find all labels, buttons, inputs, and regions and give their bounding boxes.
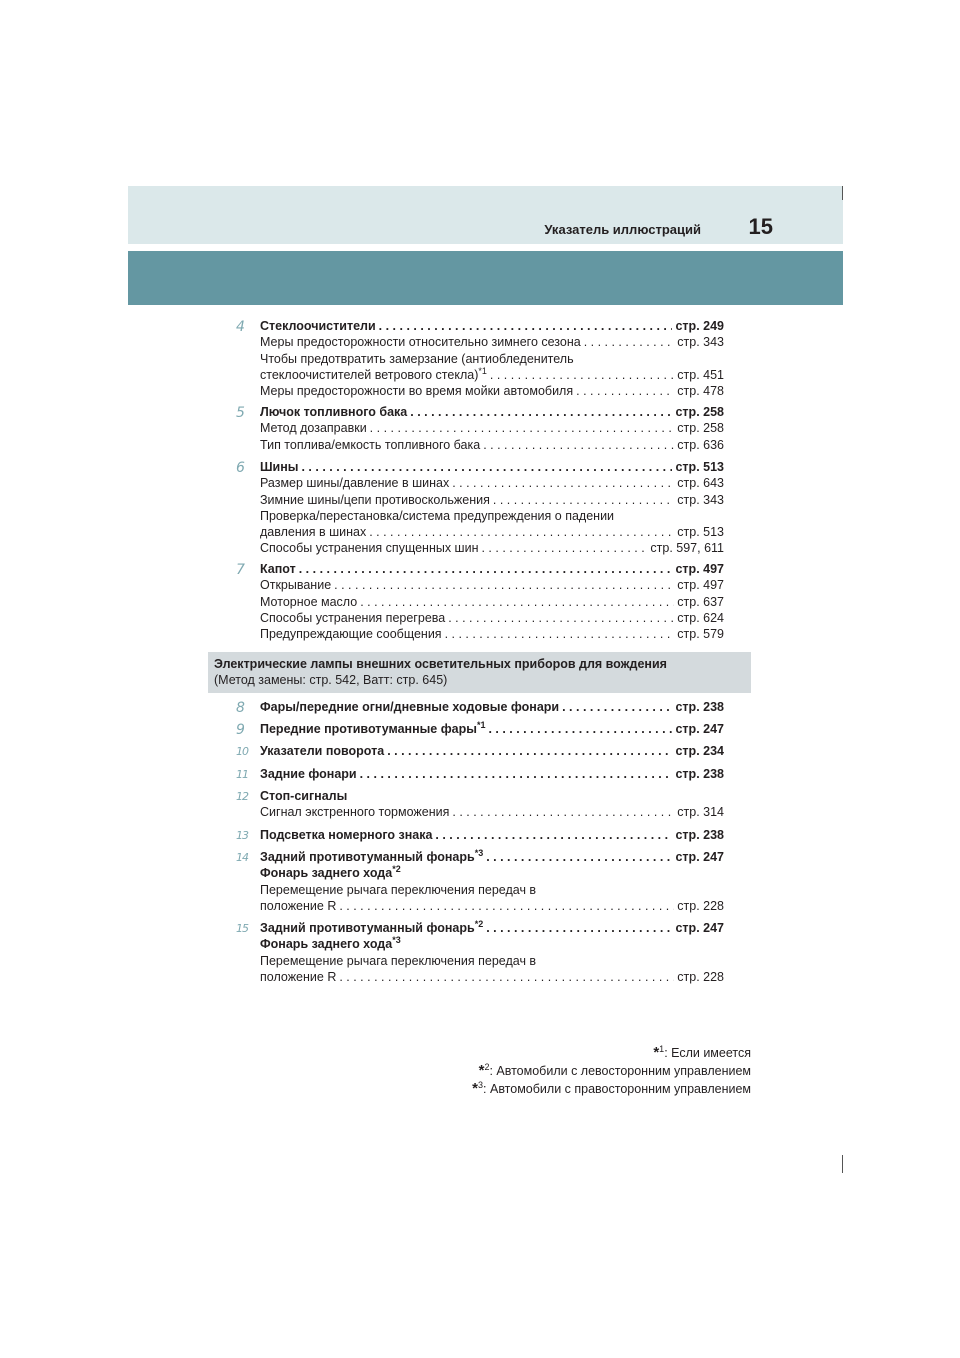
index-line-text xyxy=(260,365,487,382)
callout-number-badge: 12 xyxy=(236,790,248,803)
leader-dots xyxy=(445,627,675,641)
footnote-star: * xyxy=(472,1080,479,1097)
entry-lines xyxy=(260,719,724,738)
entry-lines xyxy=(260,789,724,822)
leader-dots xyxy=(370,421,675,435)
index-line-text xyxy=(260,847,484,864)
index-line-text xyxy=(260,899,336,913)
index-line-label: Предупреждающие сообщения xyxy=(260,627,442,642)
footnote-ref: *3 xyxy=(392,935,401,946)
leader-dots xyxy=(452,805,674,819)
index-line[interactable] xyxy=(260,866,724,882)
page-number: 15 xyxy=(748,214,773,239)
index-line-label: Способы устранения перегрева xyxy=(260,610,446,625)
entry-lines xyxy=(260,405,724,454)
index-line-text xyxy=(260,918,484,935)
leader-dots xyxy=(435,828,672,842)
index-line[interactable] xyxy=(260,365,724,384)
leader-dots xyxy=(481,541,647,555)
index-line-label: Тип топлива/емкость топливного бака xyxy=(260,437,481,452)
index-line-label: Моторное масло xyxy=(260,594,358,609)
entry-lines xyxy=(260,319,724,400)
index-line-text xyxy=(260,789,347,803)
page-reference[interactable]: стр. 234 xyxy=(675,744,724,758)
index-line[interactable] xyxy=(260,719,724,738)
index-line-label: Открывание xyxy=(260,578,332,593)
index-line-text xyxy=(260,319,376,333)
index-line[interactable] xyxy=(260,595,724,611)
page-reference[interactable]: стр. 247 xyxy=(675,921,724,935)
entry-lines xyxy=(260,918,724,986)
index-line[interactable] xyxy=(260,883,724,899)
index-line[interactable] xyxy=(260,767,724,783)
footnote-ref: *1 xyxy=(476,719,486,730)
page-reference[interactable]: стр. 343 xyxy=(677,335,724,350)
index-line-label: Размер шины/давление в шинах xyxy=(260,476,450,491)
page-reference[interactable]: стр. 247 xyxy=(675,722,724,736)
leader-dots xyxy=(493,493,674,507)
index-line-text xyxy=(260,954,536,968)
leader-dots xyxy=(490,368,674,382)
leader-dots xyxy=(486,921,672,935)
footnote-text: : Автомобили с правосторонним управлением xyxy=(483,1082,751,1096)
index-line-label: Капот xyxy=(260,562,296,576)
index-line[interactable] xyxy=(260,493,724,509)
leader-dots xyxy=(369,525,674,539)
index-line-label: Чтобы предотвратить замерзание (антиобледенитель xyxy=(260,351,574,366)
leader-dots xyxy=(339,970,674,984)
footnote-ref: *2 xyxy=(474,918,484,929)
leader-dots xyxy=(576,384,674,398)
index-line-label: Сигнал экстренного торможения xyxy=(260,805,450,820)
index-line-text xyxy=(260,595,357,609)
index-line[interactable] xyxy=(260,918,724,937)
index-line-text xyxy=(260,438,480,452)
index-line[interactable] xyxy=(260,700,724,716)
callout-number-badge: 14 xyxy=(236,851,248,864)
leader-dots xyxy=(452,476,674,490)
index-line[interactable] xyxy=(260,970,724,986)
index-line-text xyxy=(260,805,449,819)
index-line-text xyxy=(260,460,298,474)
index-line-label: стеклоочистителей ветрового стекла) xyxy=(260,367,479,382)
page-reference[interactable]: стр. 624 xyxy=(677,610,724,625)
footnote-text: : Если имеется xyxy=(664,1046,751,1060)
index-line-label: Фонарь заднего хода xyxy=(260,866,393,881)
index-line-text xyxy=(260,493,490,507)
callout-number-badge: 11 xyxy=(236,768,248,781)
index-line[interactable] xyxy=(260,335,724,351)
callout-number-badge: 15 xyxy=(236,922,248,935)
index-line-label: Меры предосторожности относительно зимнего сезона xyxy=(260,335,581,350)
index-line-text xyxy=(260,421,367,435)
index-line[interactable] xyxy=(260,509,724,525)
leader-dots xyxy=(486,850,672,864)
entry-lines xyxy=(260,700,724,716)
callout-number-badge: 9 xyxy=(236,722,245,738)
page-reference[interactable]: стр. 451 xyxy=(677,367,724,382)
page-reference[interactable]: стр. 258 xyxy=(675,405,724,419)
index-line-text xyxy=(260,767,357,781)
index-line-label: Перемещение рычага переключения передач в xyxy=(260,882,537,897)
index-line-text xyxy=(260,611,445,625)
index-line-text xyxy=(260,578,331,592)
index-line-label: давления в шинах xyxy=(260,525,367,540)
index-line-text xyxy=(260,352,574,366)
index-line-label: Стеклоочистители xyxy=(260,319,376,333)
callout-number-badge: 8 xyxy=(236,700,245,716)
callout-number-badge: 4 xyxy=(236,319,245,335)
entry-lines xyxy=(260,744,724,760)
footnote xyxy=(472,1080,751,1097)
index-line-text xyxy=(260,719,486,736)
index-line-text xyxy=(260,509,614,523)
index-line-text xyxy=(260,476,449,490)
footnote-number: 2 xyxy=(484,1061,490,1072)
index-line-text xyxy=(260,384,573,398)
leader-dots xyxy=(334,578,674,592)
leader-dots xyxy=(339,899,674,913)
index-line[interactable] xyxy=(260,476,724,492)
index-line[interactable] xyxy=(260,525,724,541)
lamps-section-header xyxy=(208,652,751,693)
page-reference[interactable]: стр. 478 xyxy=(677,384,724,399)
callout-number-badge: 5 xyxy=(236,405,245,421)
page-reference[interactable]: стр. 258 xyxy=(677,421,724,436)
header-band xyxy=(128,251,843,305)
page-reference[interactable]: стр. 637 xyxy=(677,594,724,609)
index-line[interactable] xyxy=(260,384,724,400)
footnote-number: 1 xyxy=(659,1043,665,1054)
page-reference[interactable]: стр. 636 xyxy=(677,437,724,452)
index-line-label: положение R xyxy=(260,969,337,984)
footnote-ref: *1 xyxy=(478,365,487,376)
leader-dots xyxy=(299,562,673,576)
callout-number-badge: 13 xyxy=(236,829,248,842)
index-line-label: положение R xyxy=(260,898,337,913)
index-line[interactable] xyxy=(260,899,724,915)
index-line-label: Проверка/перестановка/система предупреждения о падении xyxy=(260,508,615,523)
index-line-label: Способы устранения спущенных шин xyxy=(260,541,479,556)
leader-dots xyxy=(360,767,673,781)
index-line[interactable] xyxy=(260,789,724,805)
page-reference[interactable]: стр. 238 xyxy=(675,700,724,714)
leader-dots xyxy=(379,319,673,333)
leader-dots xyxy=(584,335,675,349)
footnote-star: * xyxy=(653,1044,660,1061)
index-line-text xyxy=(260,335,581,349)
page-reference[interactable]: стр. 228 xyxy=(677,898,724,913)
page-reference[interactable]: стр. 249 xyxy=(675,319,724,333)
index-line[interactable] xyxy=(260,847,724,866)
footnote-star: * xyxy=(478,1062,485,1079)
index-line[interactable] xyxy=(260,627,724,643)
index-line-label: Шины xyxy=(260,460,299,474)
leader-dots xyxy=(562,700,672,714)
index-line-label: Лючок топливного бака xyxy=(260,405,408,419)
page-title: Указатель иллюстраций xyxy=(544,222,701,237)
index-line-text xyxy=(260,405,407,419)
leader-dots xyxy=(360,595,674,609)
index-line-label: Фары/передние огни/дневные ходовые фонари xyxy=(260,700,560,714)
page-reference[interactable]: стр. 497 xyxy=(675,562,724,576)
entry-lines xyxy=(260,847,724,915)
page-reference[interactable]: стр. 238 xyxy=(675,828,724,842)
index-line-label: Перемещение рычага переключения передач в xyxy=(260,953,537,968)
page-reference[interactable]: стр. 247 xyxy=(675,850,724,864)
callout-number-badge: 6 xyxy=(236,460,245,476)
index-line-text xyxy=(260,627,442,641)
index-line-label: Подсветка номерного знака xyxy=(260,828,433,842)
index-line-label: Передние противотуманные фары xyxy=(260,722,477,736)
leader-dots xyxy=(488,722,672,736)
index-line-label: Зимние шины/цепи противоскольжения xyxy=(260,492,490,507)
page-reference[interactable]: стр. 314 xyxy=(677,805,724,820)
leader-dots xyxy=(483,438,674,452)
index-line-label: Указатели поворота xyxy=(260,744,385,758)
crop-mark-top xyxy=(842,186,843,200)
index-line-text xyxy=(260,883,536,897)
index-line-text xyxy=(260,828,432,842)
index-line-label: Задние фонари xyxy=(260,767,357,781)
page-reference[interactable]: стр. 343 xyxy=(677,492,724,507)
index-line[interactable] xyxy=(260,541,724,557)
index-line[interactable] xyxy=(260,405,724,421)
index-line-label: Метод дозаправки xyxy=(260,421,367,436)
page-reference[interactable]: стр. 643 xyxy=(677,476,724,491)
index-line-label: Стоп-сигналы xyxy=(260,789,348,803)
leader-dots xyxy=(448,611,674,625)
index-line[interactable] xyxy=(260,438,724,454)
index-line[interactable] xyxy=(260,352,724,368)
index-line-label: Фонарь заднего хода xyxy=(260,937,393,952)
footnote-number: 3 xyxy=(478,1079,484,1090)
page-reference[interactable]: стр. 597, 611 xyxy=(650,541,724,556)
callout-number-badge: 7 xyxy=(236,562,245,578)
index-line[interactable] xyxy=(260,421,724,437)
index-line[interactable] xyxy=(260,744,724,760)
footnote xyxy=(653,1044,751,1061)
page-reference[interactable]: стр. 513 xyxy=(675,460,724,474)
footnote-ref: *2 xyxy=(392,864,401,875)
page-reference[interactable]: стр. 497 xyxy=(677,578,724,593)
index-line[interactable] xyxy=(260,562,724,578)
crop-mark-bottom xyxy=(842,1155,843,1173)
entry-lines xyxy=(260,460,724,558)
index-line-text xyxy=(260,525,366,539)
section-title: Электрические лампы внешних осветительных приборов для вождения xyxy=(214,657,667,671)
footnote-ref: *3 xyxy=(474,847,484,858)
index-line-label: Задний противотуманный фонарь xyxy=(260,850,475,864)
callout-number-badge: 10 xyxy=(236,745,248,758)
page-header xyxy=(128,186,843,244)
footnote-text: : Автомобили с левосторонним управлением xyxy=(489,1064,751,1078)
index-line-text xyxy=(260,937,401,951)
index-line-label: Меры предосторожности во время мойки автомобиля xyxy=(260,384,574,399)
entry-lines xyxy=(260,562,724,643)
entry-lines xyxy=(260,828,724,844)
index-line[interactable] xyxy=(260,805,724,821)
footnote xyxy=(479,1062,751,1079)
index-line-text xyxy=(260,744,384,758)
page-reference[interactable]: стр. 238 xyxy=(675,767,724,781)
index-line-text xyxy=(260,970,336,984)
index-line[interactable] xyxy=(260,460,724,476)
index-line-text xyxy=(260,541,478,555)
index-line[interactable] xyxy=(260,937,724,953)
page-reference[interactable]: стр. 579 xyxy=(677,627,724,642)
index-line-text xyxy=(260,700,559,714)
index-line[interactable] xyxy=(260,319,724,335)
index-line-label: Задний противотуманный фонарь xyxy=(260,921,475,935)
leader-dots xyxy=(387,744,672,758)
index-line[interactable] xyxy=(260,611,724,627)
section-subtitle: (Метод замены: стр. 542, Ватт: стр. 645) xyxy=(214,673,448,687)
page-reference[interactable]: стр. 228 xyxy=(677,969,724,984)
leader-dots xyxy=(410,405,672,419)
index-line[interactable] xyxy=(260,954,724,970)
index-line-text xyxy=(260,866,401,880)
index-line[interactable] xyxy=(260,578,724,594)
index-line[interactable] xyxy=(260,828,724,844)
leader-dots xyxy=(301,460,672,474)
index-line-text xyxy=(260,562,296,576)
page-reference[interactable]: стр. 513 xyxy=(677,525,724,540)
entry-lines xyxy=(260,767,724,783)
